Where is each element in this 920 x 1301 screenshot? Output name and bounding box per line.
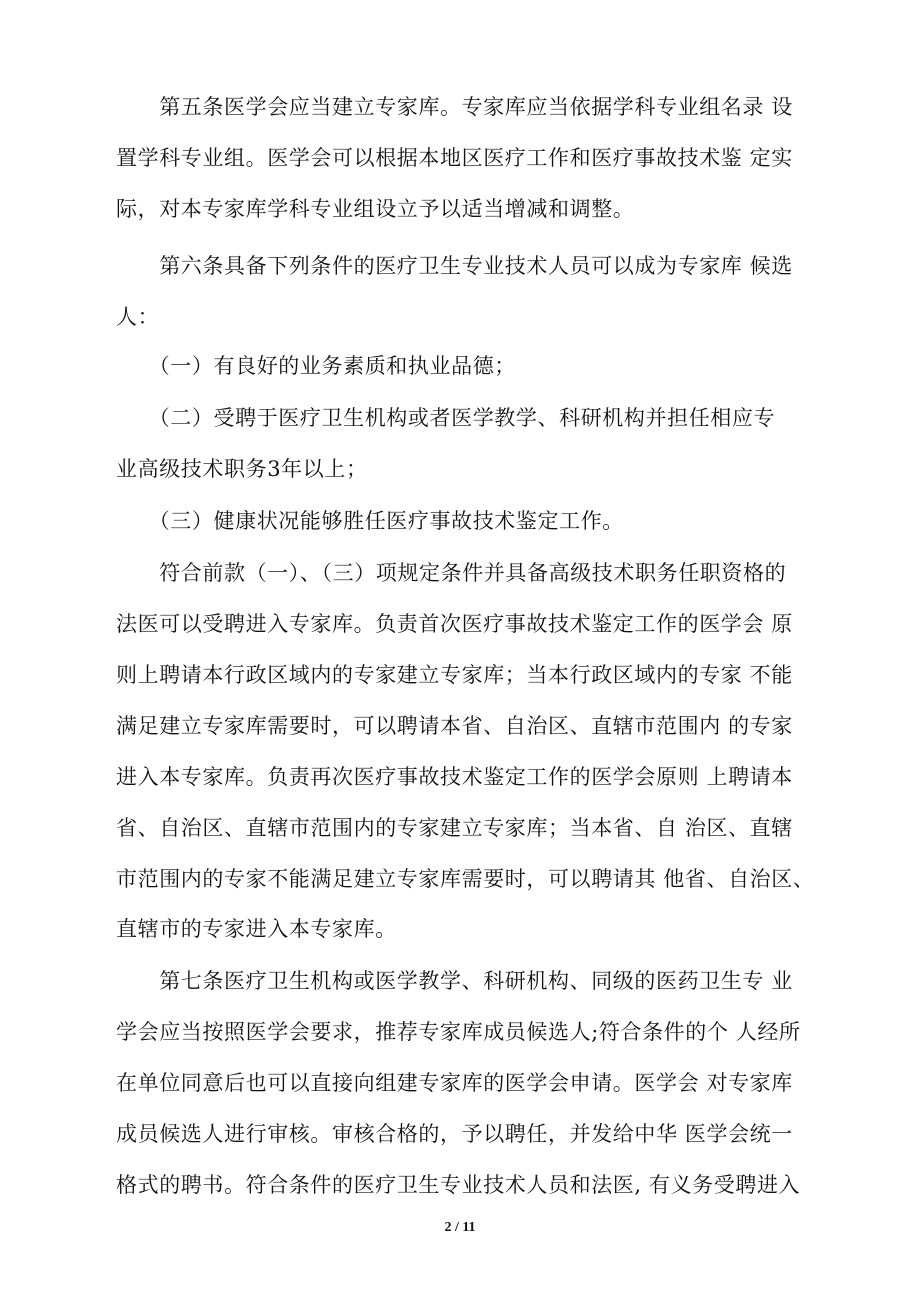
text-line: 市范围内的专家不能满足建立专家库需要时，可以聘请其 他省、自治区、 bbox=[116, 867, 815, 891]
text-line: 第六条具备下列条件的医疗卫生专业技术人员可以成为专家库 候选 bbox=[116, 254, 793, 278]
text-line: （二）受聘于医疗卫生机构或者医学教学、科研机构并担任相应专 bbox=[116, 406, 776, 430]
text-line: 格式的聘书。符合条件的医疗卫生专业技术人员和法医, 有义务受聘进入 bbox=[116, 1173, 801, 1197]
text-line: 在单位同意后也可以直接向组建专家库的医学会申请。医学会 对专家库 bbox=[116, 1071, 793, 1095]
text-line: 成员候选人进行审核。审核合格的，予以聘任，并发给中华 医学会统一 bbox=[116, 1122, 793, 1146]
text-line: 第七条医疗卫生机构或医学教学、科研机构、同级的医药卫生专 业 bbox=[116, 969, 793, 993]
text-line: 符合前款（一）、（三）项规定条件并具备高级技术职务任职资格的 bbox=[116, 561, 787, 585]
text-line: 则上聘请本行政区域内的专家建立专家库；当本行政区域内的专家 不能 bbox=[116, 663, 793, 687]
text-line: 法医可以受聘进入专家库。负责首次医疗事故技术鉴定工作的医学会 原 bbox=[116, 612, 793, 636]
text-line: 际，对本专家库学科专业组设立予以适当增减和调整。 bbox=[116, 197, 635, 221]
text-line: （三）健康状况能够胜任医疗事故技术鉴定工作。 bbox=[116, 509, 624, 533]
text-line: （一）有良好的业务素质和执业品德； bbox=[116, 354, 516, 378]
text-line: 满足建立专家库需要时，可以聘请本省、自治区、直辖市范围内 的专家 bbox=[116, 714, 793, 738]
text-line: 第五条医学会应当建立专家库。专家库应当依据学科专业组名录 设 bbox=[116, 95, 793, 119]
text-line: 人： bbox=[116, 305, 160, 329]
text-line: 直辖市的专家进入本专家库。 bbox=[116, 917, 397, 941]
text-line: 业高级技术职务3年以上； bbox=[116, 457, 368, 481]
text-line: 进入本专家库。负责再次医疗事故技术鉴定工作的医学会原则 上聘请本 bbox=[116, 765, 793, 789]
text-line: 置学科专业组。医学会可以根据本地区医疗工作和医疗事故技术鉴 定实 bbox=[116, 146, 793, 170]
page-number: 2 / 11 bbox=[444, 1220, 476, 1235]
text-line: 省、自治区、直辖市范围内的专家建立专家库；当本省、自 治区、直辖 bbox=[116, 816, 793, 840]
text-line: 学会应当按照医学会要求，推荐专家库成员候选人;符合条件的个 人经所 bbox=[116, 1020, 801, 1044]
